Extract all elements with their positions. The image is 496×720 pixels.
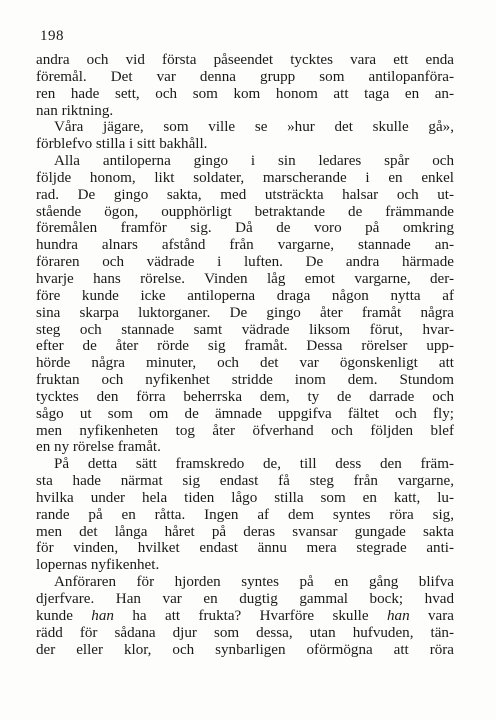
text-line: föraren och vädrade i luften. De andra härmade xyxy=(36,254,454,271)
text-line: följde honom, likt soldater, marscherande i en enkel xyxy=(36,169,454,186)
body-text xyxy=(36,52,454,658)
text-line: hörde några minuter, och det var ögonskenligt att xyxy=(36,355,454,372)
text-line: kunde han ha att frukta? Hvarföre skulle han vara xyxy=(36,607,454,624)
text-line: djerfvare. Han var en dugtig gammal bock; hvad xyxy=(36,591,454,607)
text-line: tycktes den förra beherrska dem, ty de darrade och xyxy=(36,388,454,405)
text-line: rädd för sådana djur som dessa, utan hufvuden, tän- xyxy=(36,624,454,641)
text-line: men nyfikenheten tog åter öfverhand och följden blef xyxy=(36,422,454,439)
text-line: föremålen framför sig. Då de voro på omkring xyxy=(36,220,454,237)
text-line: ren hade sett, och som kom honom att taga en an- xyxy=(36,85,454,102)
text-line: Anföraren för hjorden syntes på en gång blifva xyxy=(54,574,454,591)
text-line: hvarje hans rörelse. Vinden låg emot vargarne, der- xyxy=(36,270,454,287)
emphasized-word: han xyxy=(91,607,114,624)
text-line: der eller klor, och synbarligen oförmögna att röra xyxy=(36,641,454,658)
text-line: men det långa håret på deras svansar gungade sakta xyxy=(36,523,454,540)
text-line: sta hade närmat sig endast få steg från vargarne, xyxy=(36,473,454,490)
text-line: före kunde icke antiloperna draga någon nytta af xyxy=(36,287,454,304)
text-line: Alla antiloperna gingo i sin ledares spår och xyxy=(54,153,454,170)
text-line: efter de åter rörde sig framåt. Dessa rörelser upp- xyxy=(36,338,454,355)
text-line: hvilka under hela tiden lågo stilla som en katt, lu- xyxy=(36,489,454,506)
text-line: På detta sätt framskredo de, till dess den främ- xyxy=(54,456,454,473)
text-line: sågo ut som om de ämnade uppgifva fältet och fly; xyxy=(36,405,454,422)
text-line: steg och stannade samt vädrade liksom förut, hvar- xyxy=(36,321,454,338)
text-line: hundra alnars afstånd från vargarne, stannade an- xyxy=(36,237,454,254)
text-line: stående ögon, oupphörligt betraktande de främmande xyxy=(36,203,454,220)
text-line: en ny rörelse framåt. xyxy=(36,439,161,456)
text-line: sina skarpa luktorganer. De gingo åter framåt några xyxy=(36,304,454,321)
text-line: fruktan och nyfikenhet stridde inom dem. Stundom xyxy=(36,372,454,389)
text-line: för vinden, hvilket endast ännu mera stegrade anti- xyxy=(36,540,454,557)
text-line: nan riktning. xyxy=(36,102,114,119)
text-line: lopernas nyfikenhet. xyxy=(36,557,160,574)
text-line: andra och vid första påseendet tycktes vara ett enda xyxy=(36,52,454,68)
text-line: rande på en råtta. Ingen af dem syntes röra sig, xyxy=(36,506,454,523)
page-number: 198 xyxy=(40,28,64,44)
emphasized-word: han xyxy=(386,607,410,624)
text-line: rad. De gingo sakta, med utsträckta halsar och ut- xyxy=(36,186,454,203)
text-line: föremål. Det var denna grupp som antilopanföra- xyxy=(36,68,454,85)
text-line: Våra jägare, som ville se »hur det skulle gå», xyxy=(54,119,454,136)
text-line: förblefvo stilla i sitt bakhåll. xyxy=(36,136,208,153)
